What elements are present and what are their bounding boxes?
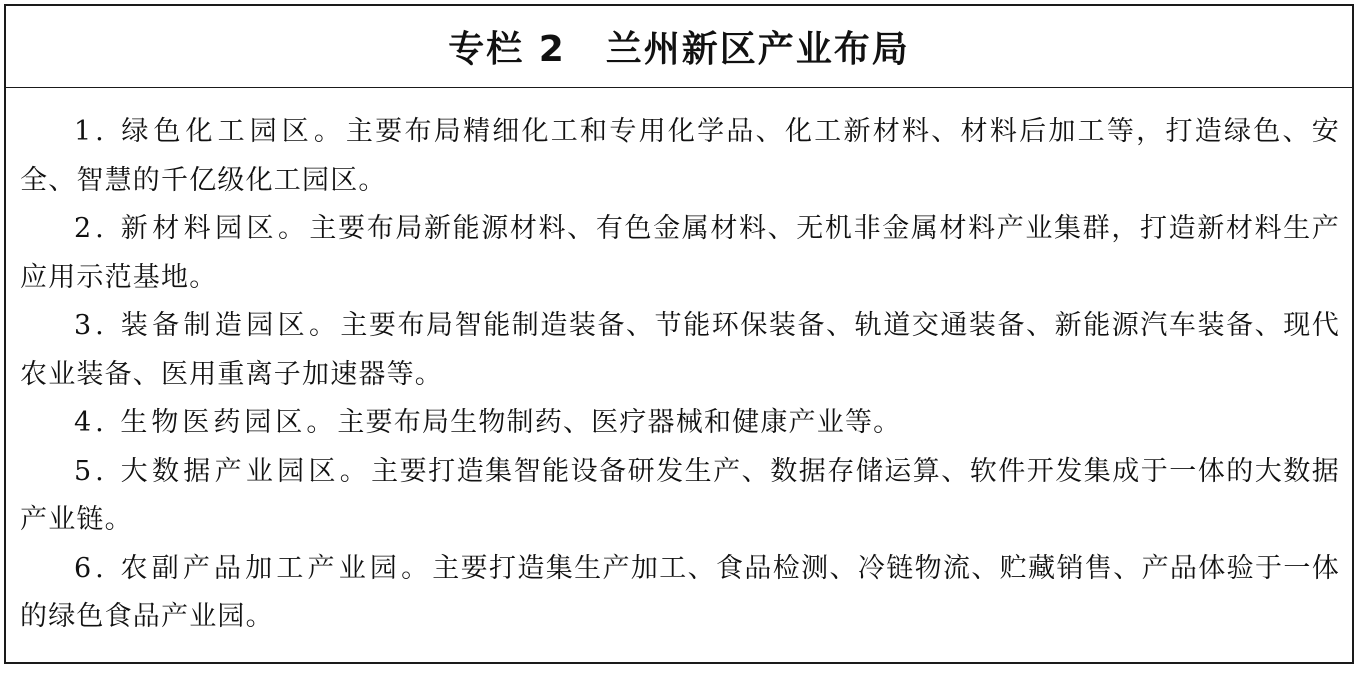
column-title xyxy=(448,21,910,72)
paragraph-body: 主要打造集智能设备研发生产、数据存储运算、软件开发集成于一体的大数据产业链。 xyxy=(20,455,1340,535)
paragraph-lead: 1. 绿色化工园区。 xyxy=(74,116,346,147)
paragraph-1 xyxy=(20,108,1340,205)
paragraph-lead: 6. 农副产品加工产业园。 xyxy=(74,552,433,584)
title-bar xyxy=(6,6,1352,88)
paragraph-4 xyxy=(20,399,1340,448)
paragraph-lead: 3. 装备制造园区。 xyxy=(74,310,341,341)
paragraph-body: 主要布局智能制造装备、节能环保装备、轨道交通装备、新能源汽车装备、现代农业装备、医用重离子加速器等。 xyxy=(20,310,1341,390)
paragraph-6 xyxy=(20,545,1340,642)
paragraph-body: 主要布局精细化工和专用化学品、化工新材料、材料后加工等，打造绿色、安全、智慧的千亿级化工园区。 xyxy=(20,116,1340,196)
paragraph-body: 主要布局生物制药、医疗器械和健康产业等。 xyxy=(337,407,902,438)
column-heading: 兰州新区产业布局 xyxy=(605,29,910,70)
paragraph-body: 主要布局新能源材料、有色金属材料、无机非金属材料产业集群，打造新材料生产应用示范基地。 xyxy=(20,213,1340,293)
paragraph-lead: 5. 大数据产业园区。 xyxy=(74,455,372,487)
paragraph-2 xyxy=(20,205,1340,302)
paragraph-body: 主要打造集生产加工、食品检测、冷链物流、贮藏销售、产品体验于一体的绿色食品产业园。 xyxy=(20,552,1340,632)
paragraph-lead: 2. 新材料园区。 xyxy=(74,213,310,244)
column-box xyxy=(4,4,1354,664)
column-content xyxy=(6,90,1352,662)
paragraph-lead: 4. 生物医药园区。 xyxy=(74,407,338,438)
column-number: 专栏 2 xyxy=(448,29,566,70)
paragraph-5 xyxy=(20,448,1340,545)
paragraph-3 xyxy=(20,302,1340,399)
